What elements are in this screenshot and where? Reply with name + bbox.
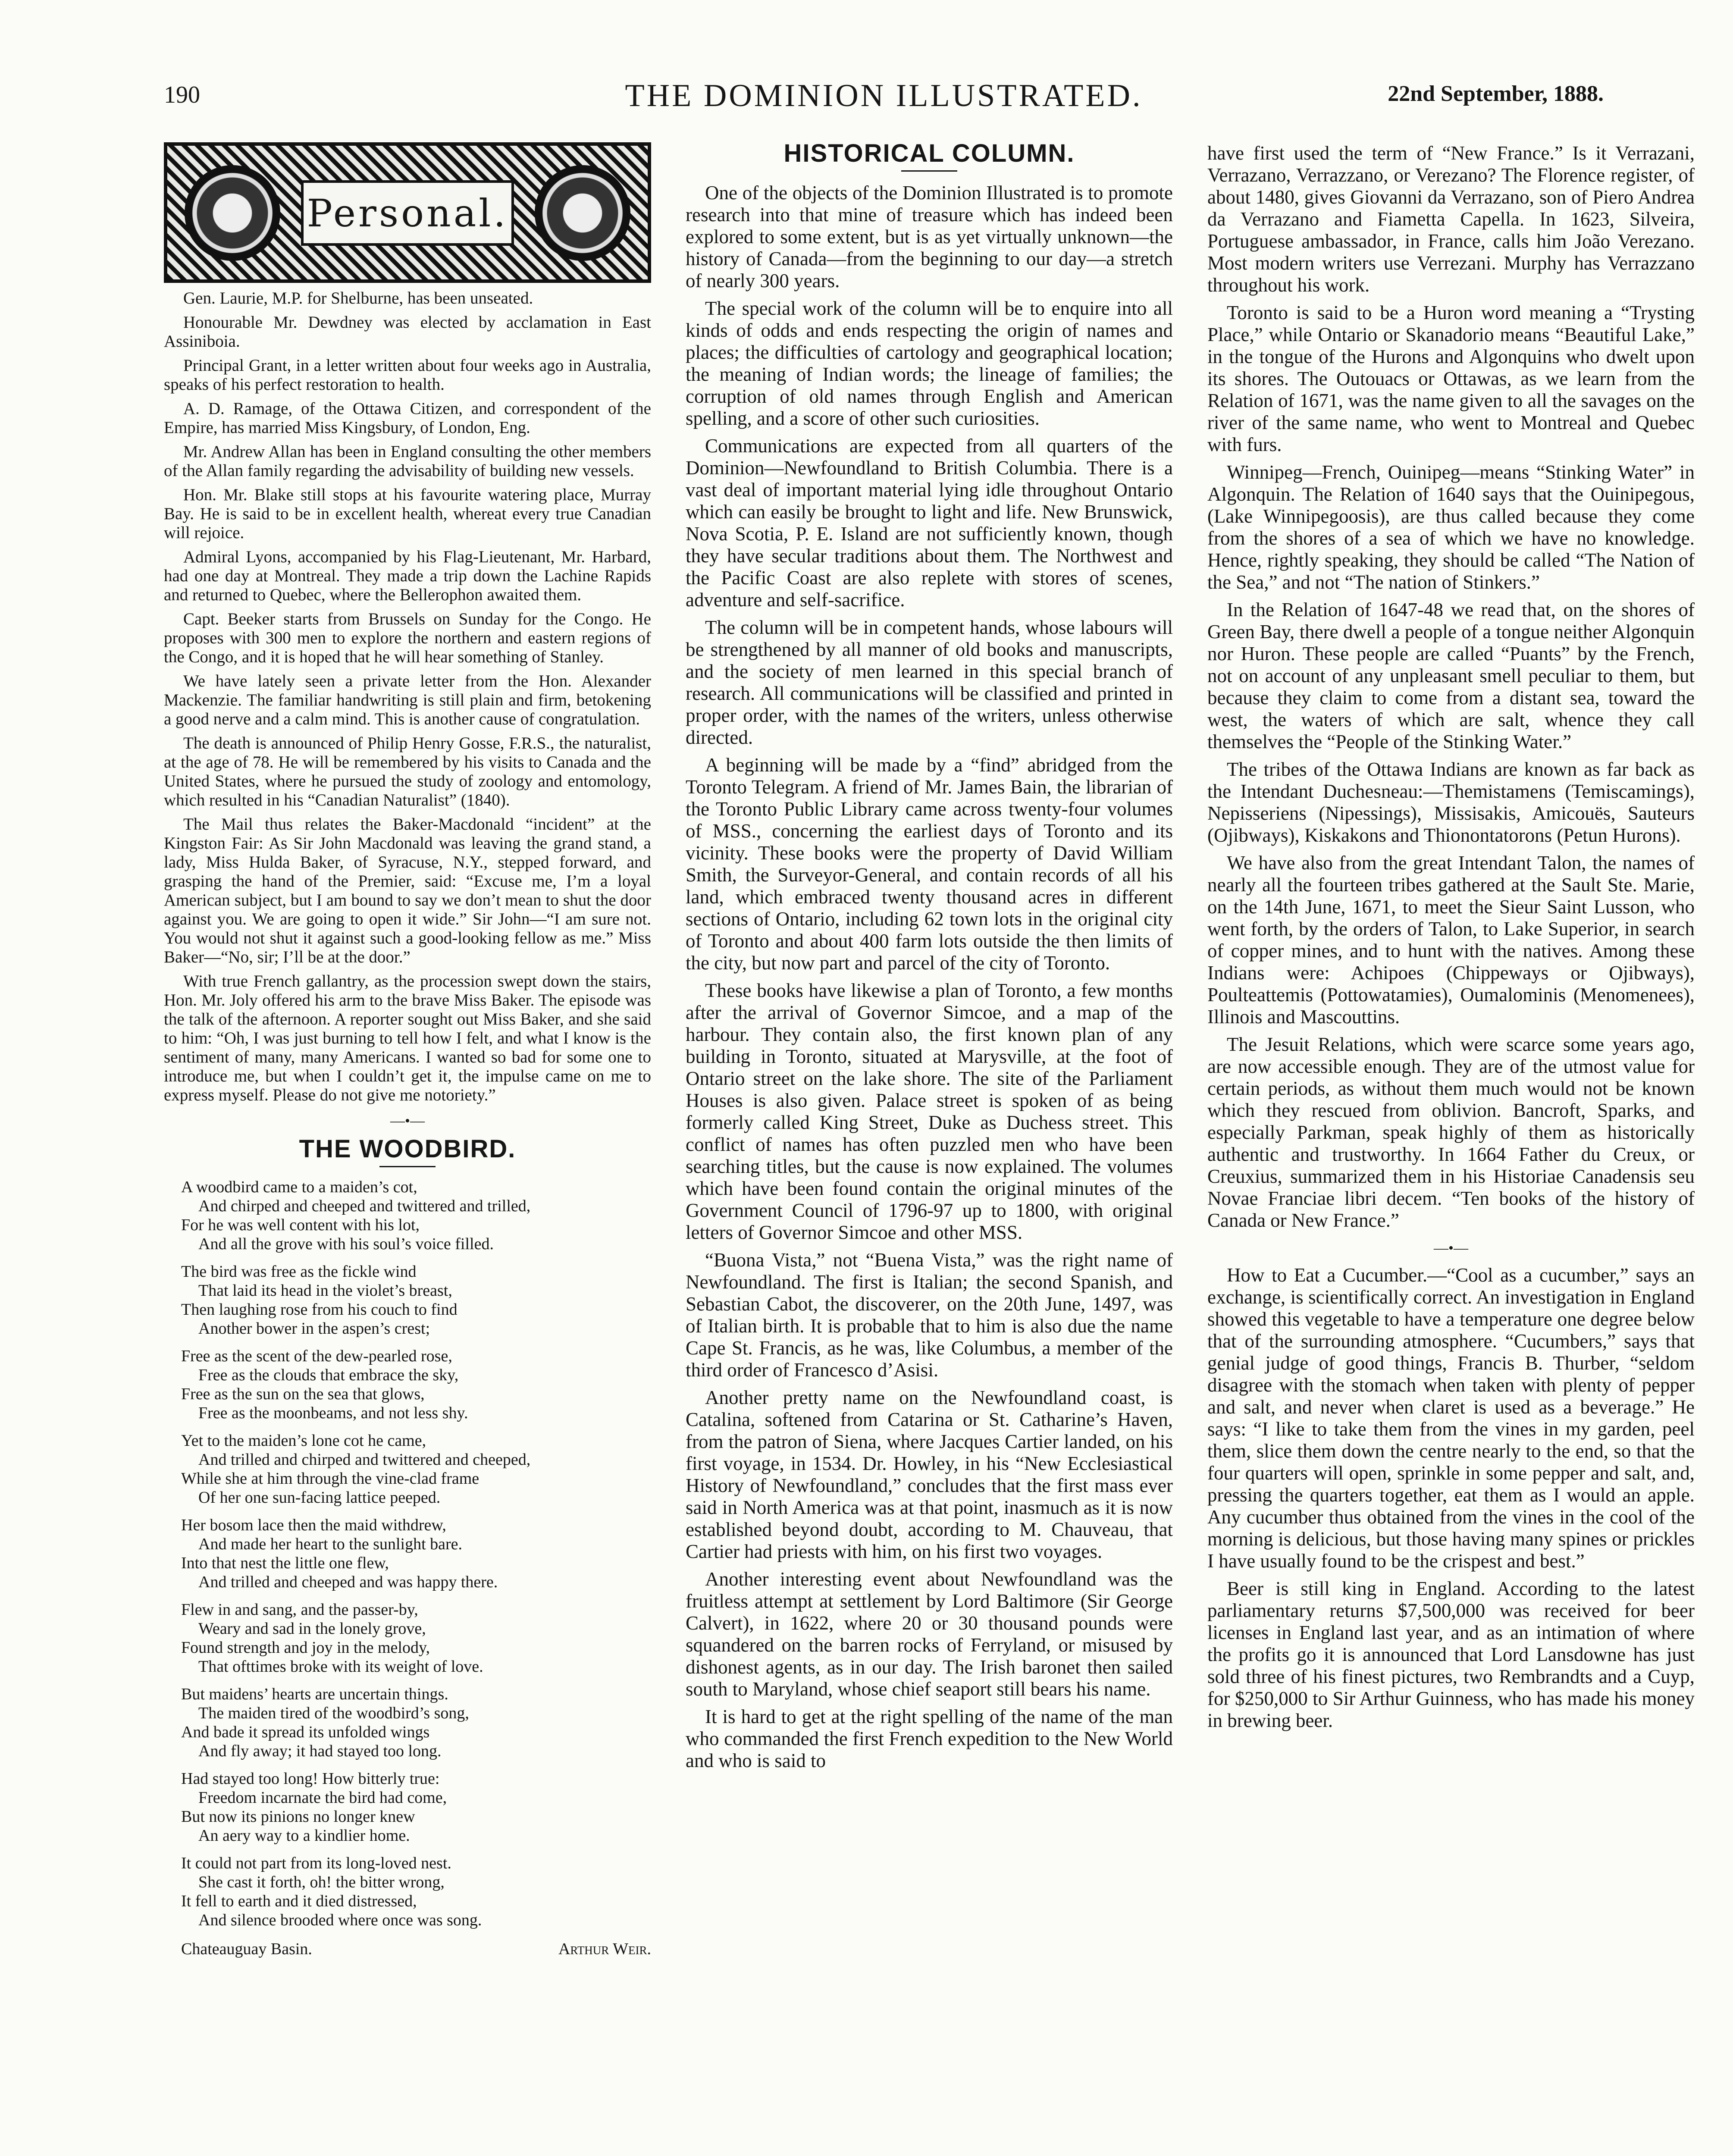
poem-signature bbox=[164, 1938, 651, 1960]
historical-column-title: HISTORICAL COLUMN. bbox=[783, 139, 1075, 167]
article-paragraph: We have also from the great Intendant Talon, the names of nearly all the fourteen tribes gathered at the Sault Ste. Marie, on the 14th June, 1671, to meet the Sieur Saint Lusson, who went forth, by the orders of Talon, to Lake Superior, in search of copper mines, and to hunt with the natives. Among these Indians were: Achipoes (Chippeways or Ojibways), Poulteattemis (Pottowatamies), Oumalominis (Menomenees), Illinois and Mascouttins. bbox=[1207, 852, 1695, 1028]
poem-line: She cast it forth, oh! the bitter wrong, bbox=[198, 1873, 445, 1891]
article-paragraph: Winnipeg—French, Ouinipeg—means “Stinking Water” in Algonquin. The Relation of 1640 says that the Ouinipegous, (Lake Winnipegoosis), are thus called because they come from the shores of a sea of which we have no knowledge. Hence, rightly speaking, they should be called “The Nation of the Sea,” and not “The nation of Stinkers.” bbox=[1207, 461, 1695, 593]
portrait-medallion-right-icon bbox=[535, 165, 630, 261]
poem-place: Chateauguay Basin. bbox=[181, 1940, 312, 1958]
personal-item: The death is announced of Philip Henry Gosse, F.R.S., the naturalist, at the age of 78. He will be remembered by his visits to Canada and the United States, where he pursued the study of zoology and entomology, which resulted in his “Canadian Naturalist” (1840). bbox=[164, 734, 651, 809]
poem-line: And chirped and cheeped and twittered and trilled, bbox=[198, 1197, 531, 1215]
personal-item: Capt. Beeker starts from Brussels on Sunday for the Congo. He proposes with 300 men to explore the northern and eastern regions of the Congo, and it is hoped that he will hear something of Stanley. bbox=[164, 610, 651, 666]
article-paragraph: How to Eat a Cucumber.—“Cool as a cucumber,” says an exchange, is scientifically correct. An investigation in England showed this vegetable to have a temperature one degree below that of the surrounding atmosphere. “Cucumbers,” says that genial judge of good things, Francis B. Thurber, “seldom disagree with the stomach when taken with plenty of pepper and salt, and never when claret is used as a beverage.” He says: “I like to take them from the vines in my garden, peel them, slice them down the centre nearly to the end, so that the four quarters will open, sprinkle in some pepper and salt, and, pressing the quarters together, eat them as I would an apple. Any cucumber thus obtained from the vines in the cool of the morning is delicious, but those having many spines or prickles I have usually found to be the crispest and best.” bbox=[1207, 1264, 1695, 1572]
poem-line: Freedom incarnate the bird had come, bbox=[198, 1789, 447, 1807]
poem-stanza bbox=[181, 1854, 651, 1930]
poem-line: And fly away; it had stayed too long. bbox=[198, 1742, 442, 1760]
poem-line: A woodbird came to a maiden’s cot, bbox=[181, 1178, 417, 1196]
page-number: 190 bbox=[164, 81, 200, 108]
article-paragraph: The column will be in competent hands, whose labours will be strengthened by all manner of old books and manuscripts, and the society of men learned in this special branch of research. All communications will be classified and printed in proper order, with the names of the writers, unless otherwise directed. bbox=[686, 617, 1173, 748]
article-paragraph: Toronto is said to be a Huron word meaning a “Trysting Place,” while Ontario or Skanadorio means “Beautiful Lake,” in the tongue of the Hurons and Algonquins who dwelt upon its shores. The Outouacs or Ottawas, as we learn from the Relation of 1671, was the name given to all the savages on the river of the same name, who went to Montreal and Quebec with furs. bbox=[1207, 302, 1695, 455]
poem-line: That ofttimes broke with its weight of love. bbox=[198, 1658, 483, 1676]
poem-stanza bbox=[181, 1685, 651, 1761]
poem-stanza bbox=[181, 1178, 651, 1253]
column-left bbox=[164, 142, 651, 1960]
poem-line: Found strength and joy in the melody, bbox=[181, 1639, 430, 1657]
personal-item: We have lately seen a private letter from the Hon. Alexander Mackenzie. The familiar handwriting is still plain and firm, betokening a good nerve and a calm mind. This is another cause of congratulation. bbox=[164, 672, 651, 728]
poem-line: Flew in and sang, and the passer-by, bbox=[181, 1601, 418, 1619]
personal-item: Honourable Mr. Dewdney was elected by acclamation in East Assiniboia. bbox=[164, 313, 651, 351]
poem-line: Her bosom lace then the maid withdrew, bbox=[181, 1516, 446, 1534]
poem-line: Into that nest the little one flew, bbox=[181, 1554, 389, 1572]
column-middle bbox=[686, 139, 1173, 1777]
article-paragraph: Beer is still king in England. According to the latest parliamentary returns $7,500,000 was received for beer licenses in England last year, and as an intimation of where the profits go it is announced that Lord Lansdowne has just sold three of his finest pictures, two Rembrandts and a Cuyp, for $250,000 to Sir Arthur Guinness, who has made his money in brewing beer. bbox=[1207, 1578, 1695, 1731]
personal-item: Admiral Lyons, accompanied by his Flag-Lieutenant, Mr. Harbard, had one day at Montreal. They made a trip down the Lachine Rapids and returned to Quebec, where the Bellerophon awaited them. bbox=[164, 548, 651, 604]
poem-body bbox=[164, 1178, 651, 1930]
personal-item: Mr. Andrew Allan has been in England consulting the other members of the Allan family regarding the advisability of building new vessels. bbox=[164, 442, 651, 480]
personal-item: Principal Grant, in a letter written about four weeks ago in Australia, speaks of his perfect restoration to health. bbox=[164, 356, 651, 394]
poem-line: Free as the sun on the sea that glows, bbox=[181, 1385, 425, 1403]
poem-line: And trilled and cheeped and was happy there. bbox=[198, 1573, 498, 1591]
personal-item: With true French gallantry, as the procession swept down the stairs, Hon. Mr. Joly offered his arm to the brave Miss Baker. The episode was the talk of the afternoon. A reporter sought out Miss Baker, and she said to him: “Oh, I was just burning to tell how I felt, and what I know is the sentiment of many, many Americans. I wanted so bad for some one to introduce me, but when I couldn’t get it, the impulse came on me to express myself. Please do not give me notoriety.” bbox=[164, 972, 651, 1104]
poem-line: And trilled and chirped and twittered and cheeped, bbox=[198, 1451, 531, 1469]
poem-line: Free as the moonbeams, and not less shy. bbox=[198, 1404, 468, 1422]
poem-stanza bbox=[181, 1600, 651, 1676]
personal-item: Gen. Laurie, M.P. for Shelburne, has been unseated. bbox=[183, 289, 533, 307]
poem-stanza bbox=[181, 1262, 651, 1338]
article-paragraph: The Jesuit Relations, which were scarce some years ago, are now accessible enough. They are of the utmost value for certain periods, as without them much would not be known which they rescued from oblivion. Bancroft, Sparks, and especially Parkman, speak highly of them as historically authentic and trustworthy. In 1664 Father du Creux, or Creuxius, summarized them in his Historiae Canadensis seu Novae Franciae libri decem. “Ten books of the history of Canada or New France.” bbox=[1207, 1034, 1695, 1231]
poem-line: Then laughing rose from his couch to find bbox=[181, 1300, 458, 1319]
personal-item: A. D. Ramage, of the Ottawa Citizen, and correspondent of the Empire, has married Miss Kingsbury, of London, Eng. bbox=[164, 399, 651, 437]
article-paragraph: “Buona Vista,” not “Buena Vista,” was the right name of Newfoundland. The first is Italian; the second Spanish, and Sebastian Cabot, the discoverer, on the 20th June, 1497, was of Italian birth. It is probable that to him is also due the name Cape St. Francis, as he was, like Columbus, a member of the third order of Francesco d’Asisi. bbox=[686, 1249, 1173, 1381]
poem-stanza bbox=[181, 1516, 651, 1592]
poem-line: But maidens’ hearts are uncertain things. bbox=[181, 1685, 448, 1703]
poem-line: Weary and sad in the lonely grove, bbox=[198, 1620, 426, 1638]
poem-line: It could not part from its long-loved nest. bbox=[181, 1854, 451, 1872]
personal-banner-label: Personal. bbox=[301, 180, 514, 246]
heading-rule bbox=[379, 1166, 436, 1167]
poem-line: Free as the scent of the dew-pearled rose, bbox=[181, 1347, 452, 1365]
poem-line: But now its pinions no longer knew bbox=[181, 1808, 415, 1826]
poem-line: The bird was free as the fickle wind bbox=[181, 1263, 417, 1281]
column-right bbox=[1207, 142, 1695, 1737]
personal-item: Hon. Mr. Blake still stops at his favourite watering place, Murray Bay. He is said to be in excellent health, whereat every true Canadian will rejoice. bbox=[164, 486, 651, 542]
page-header bbox=[164, 78, 1604, 116]
poem-stanza bbox=[181, 1347, 651, 1423]
poem-line: Had stayed too long! How bitterly true: bbox=[181, 1770, 440, 1788]
poem-line: And made her heart to the sunlight bare. bbox=[198, 1535, 463, 1553]
personal-banner bbox=[164, 142, 651, 283]
poem-line: Yet to the maiden’s lone cot he came, bbox=[181, 1432, 426, 1450]
poem-stanza bbox=[181, 1431, 651, 1507]
poem-stanza bbox=[181, 1769, 651, 1845]
poem-line: And bade it spread its unfolded wings bbox=[181, 1723, 430, 1741]
heading-rule bbox=[901, 170, 957, 172]
issue-date: 22nd September, 1888. bbox=[1388, 81, 1604, 106]
article-paragraph: Another interesting event about Newfoundland was the fruitless attempt at settlement by Lord Baltimore (Sir George Calvert), in 1622, where 20 or 30 thousand pounds were squandered on the barren rocks of Ferryland, or misused by dishonest agents, as in our day. The Irish baronet then sailed south to Maryland, whose chief seaport still bears his name. bbox=[686, 1568, 1173, 1700]
section-divider: —•— bbox=[1434, 1240, 1468, 1256]
article-paragraph: It is hard to get at the right spelling of the name of the man who commanded the first French expedition to the New World and who is said to bbox=[686, 1706, 1173, 1771]
poem-line: Of her one sun-facing lattice peeped. bbox=[198, 1489, 441, 1507]
poem-line: That laid its head in the violet’s breast, bbox=[198, 1282, 452, 1300]
portrait-medallion-left-icon bbox=[185, 165, 280, 261]
section-divider: —•— bbox=[390, 1113, 425, 1129]
poem-line: An aery way to a kindlier home. bbox=[198, 1827, 410, 1845]
poem-line: And silence brooded where once was song. bbox=[198, 1911, 482, 1929]
article-paragraph: The special work of the column will be to enquire into all kinds of odds and ends respecting the origin of names and places; the difficulties of cartology and geographical location; the meaning of Indian words; the lineage of families; the corruption of old names through English and American spelling, and a score of other such curiosities. bbox=[686, 298, 1173, 429]
poem-line: For he was well content with his lot, bbox=[181, 1216, 420, 1234]
article-paragraph: Another pretty name on the Newfoundland coast, is Catalina, softened from Catarina or St. Catharine’s Haven, from the patron of Siena, where Jacques Cartier landed, on his first voyage, in 1534. Dr. Howley, in his “New Ecclesiastical History of Newfoundland,” concludes that the first mass ever said in North America was at that point, inasmuch as it is now established beyond doubt, according to M. Chauveau, that Cartier had priests with him, on his first two voyages. bbox=[686, 1387, 1173, 1562]
article-paragraph: A beginning will be made by a “find” abridged from the Toronto Telegram. A friend of Mr. James Bain, the librarian of the Toronto Public Library came across twenty-four volumes of MSS., concerning the earliest days of Toronto and its vicinity. These books were the property of David William Smith, the Surveyor-General, and contain records of all his land, which embraced twenty thousand acres in different sections of Ontario, including 62 town lots in the original city of Toronto and about 400 farm lots outside the then limits of the city, but now part and parcel of the city of Toronto. bbox=[686, 754, 1173, 974]
personal-item: The Mail thus relates the Baker-Macdonald “incident” at the Kingston Fair: As Sir John Macdonald was leaving the grand stand, a lady, Miss Hulda Baker, of Syracuse, N.Y., stepped forward, and grasping the hand of the Premier, said: “Excuse me, I’m a loyal American subject, but I am bound to say we don’t mean to shut the door against you. We are going to open it wide.” Sir John—“I am sure not. You would not shut it against such a good-looking fellow as me.” Miss Baker—“No, sir; I’ll be at the door.” bbox=[164, 815, 651, 966]
poem-line: The maiden tired of the woodbird’s song, bbox=[198, 1704, 469, 1722]
article-paragraph: One of the objects of the Dominion Illustrated is to promote research into that mine of treasure which has indeed been explored to some extent, but is as yet virtually unknown—the history of Canada—from the beginning to our day—a stretch of nearly 300 years. bbox=[686, 182, 1173, 291]
masthead-title: THE DOMINION ILLUSTRATED. bbox=[625, 78, 1143, 113]
poem-author: Arthur Weir. bbox=[558, 1940, 651, 1958]
poem-line: Free as the clouds that embrace the sky, bbox=[198, 1366, 459, 1384]
poem-title: THE WOODBIRD. bbox=[299, 1135, 516, 1163]
poem-line: While she at him through the vine-clad frame bbox=[181, 1470, 479, 1488]
poem-line: And all the grove with his soul’s voice filled. bbox=[198, 1235, 494, 1253]
article-paragraph: The tribes of the Ottawa Indians are known as far back as the Intendant Duchesneau:—Themistamens (Temiscamings), Nepisseriens (Nipessings), Missisakis, Amicouës, Sauteurs (Ojibways), Kiskakons and Thionontatorons (Petun Hurons). bbox=[1207, 758, 1695, 846]
article-paragraph: In the Relation of 1647-48 we read that, on the shores of Green Bay, there dwell a people of a tongue neither Algonquin nor Huron. These people are called “Puants” by the French, not on account of any unpleasant smell peculiar to them, but because they claim to come from a distant sea, toward the west, the waters of which are salt, whence they call themselves the “People of the Stinking Water.” bbox=[1207, 599, 1695, 752]
article-paragraph: Communications are expected from all quarters of the Dominion—Newfoundland to British Columbia. There is a vast deal of important material lying idle throughout Ontario which can easily be brought to light and life. New Brunswick, Nova Scotia, P. E. Island are not sufficiently known, though they have secular traditions about them. The Northwest and the Pacific Coast are also replete with stores of scenes, adventure and self-sacrifice. bbox=[686, 435, 1173, 611]
article-paragraph: These books have likewise a plan of Toronto, a few months after the arrival of Governor Simcoe, and a map of the harbour. They contain also, the first known plan of any building in Toronto, situated at Marysville, at the foot of Ontario street on the lake shore. The site of the Parliament Houses is also given. Palace street is spoken of as being formerly called King Street, Duke as Duchess street. This conflict of names has often puzzled men who have been searching titles, but the cause is now explained. The volumes which have been found contain the original minutes of the Government Council of 1796-97 up to 1800, with original letters of Governor Simcoe and other MSS. bbox=[686, 980, 1173, 1243]
poem-line: It fell to earth and it died distressed, bbox=[181, 1892, 417, 1910]
poem-line: Another bower in the aspen’s crest; bbox=[198, 1319, 430, 1338]
article-paragraph: have first used the term of “New France.” Is it Verrazani, Verrazano, Verrazzano, or Verezano? The Florence register, of about 1480, gives Giovanni da Verrazano, son of Piero Andrea da Verrazano and Fiametta Capella. In 1623, Silveira, Portuguese ambassador, in France, calls him João Verezano. Most modern writers use Verrezani. Murphy has Verrazzano throughout his work. bbox=[1207, 142, 1695, 296]
